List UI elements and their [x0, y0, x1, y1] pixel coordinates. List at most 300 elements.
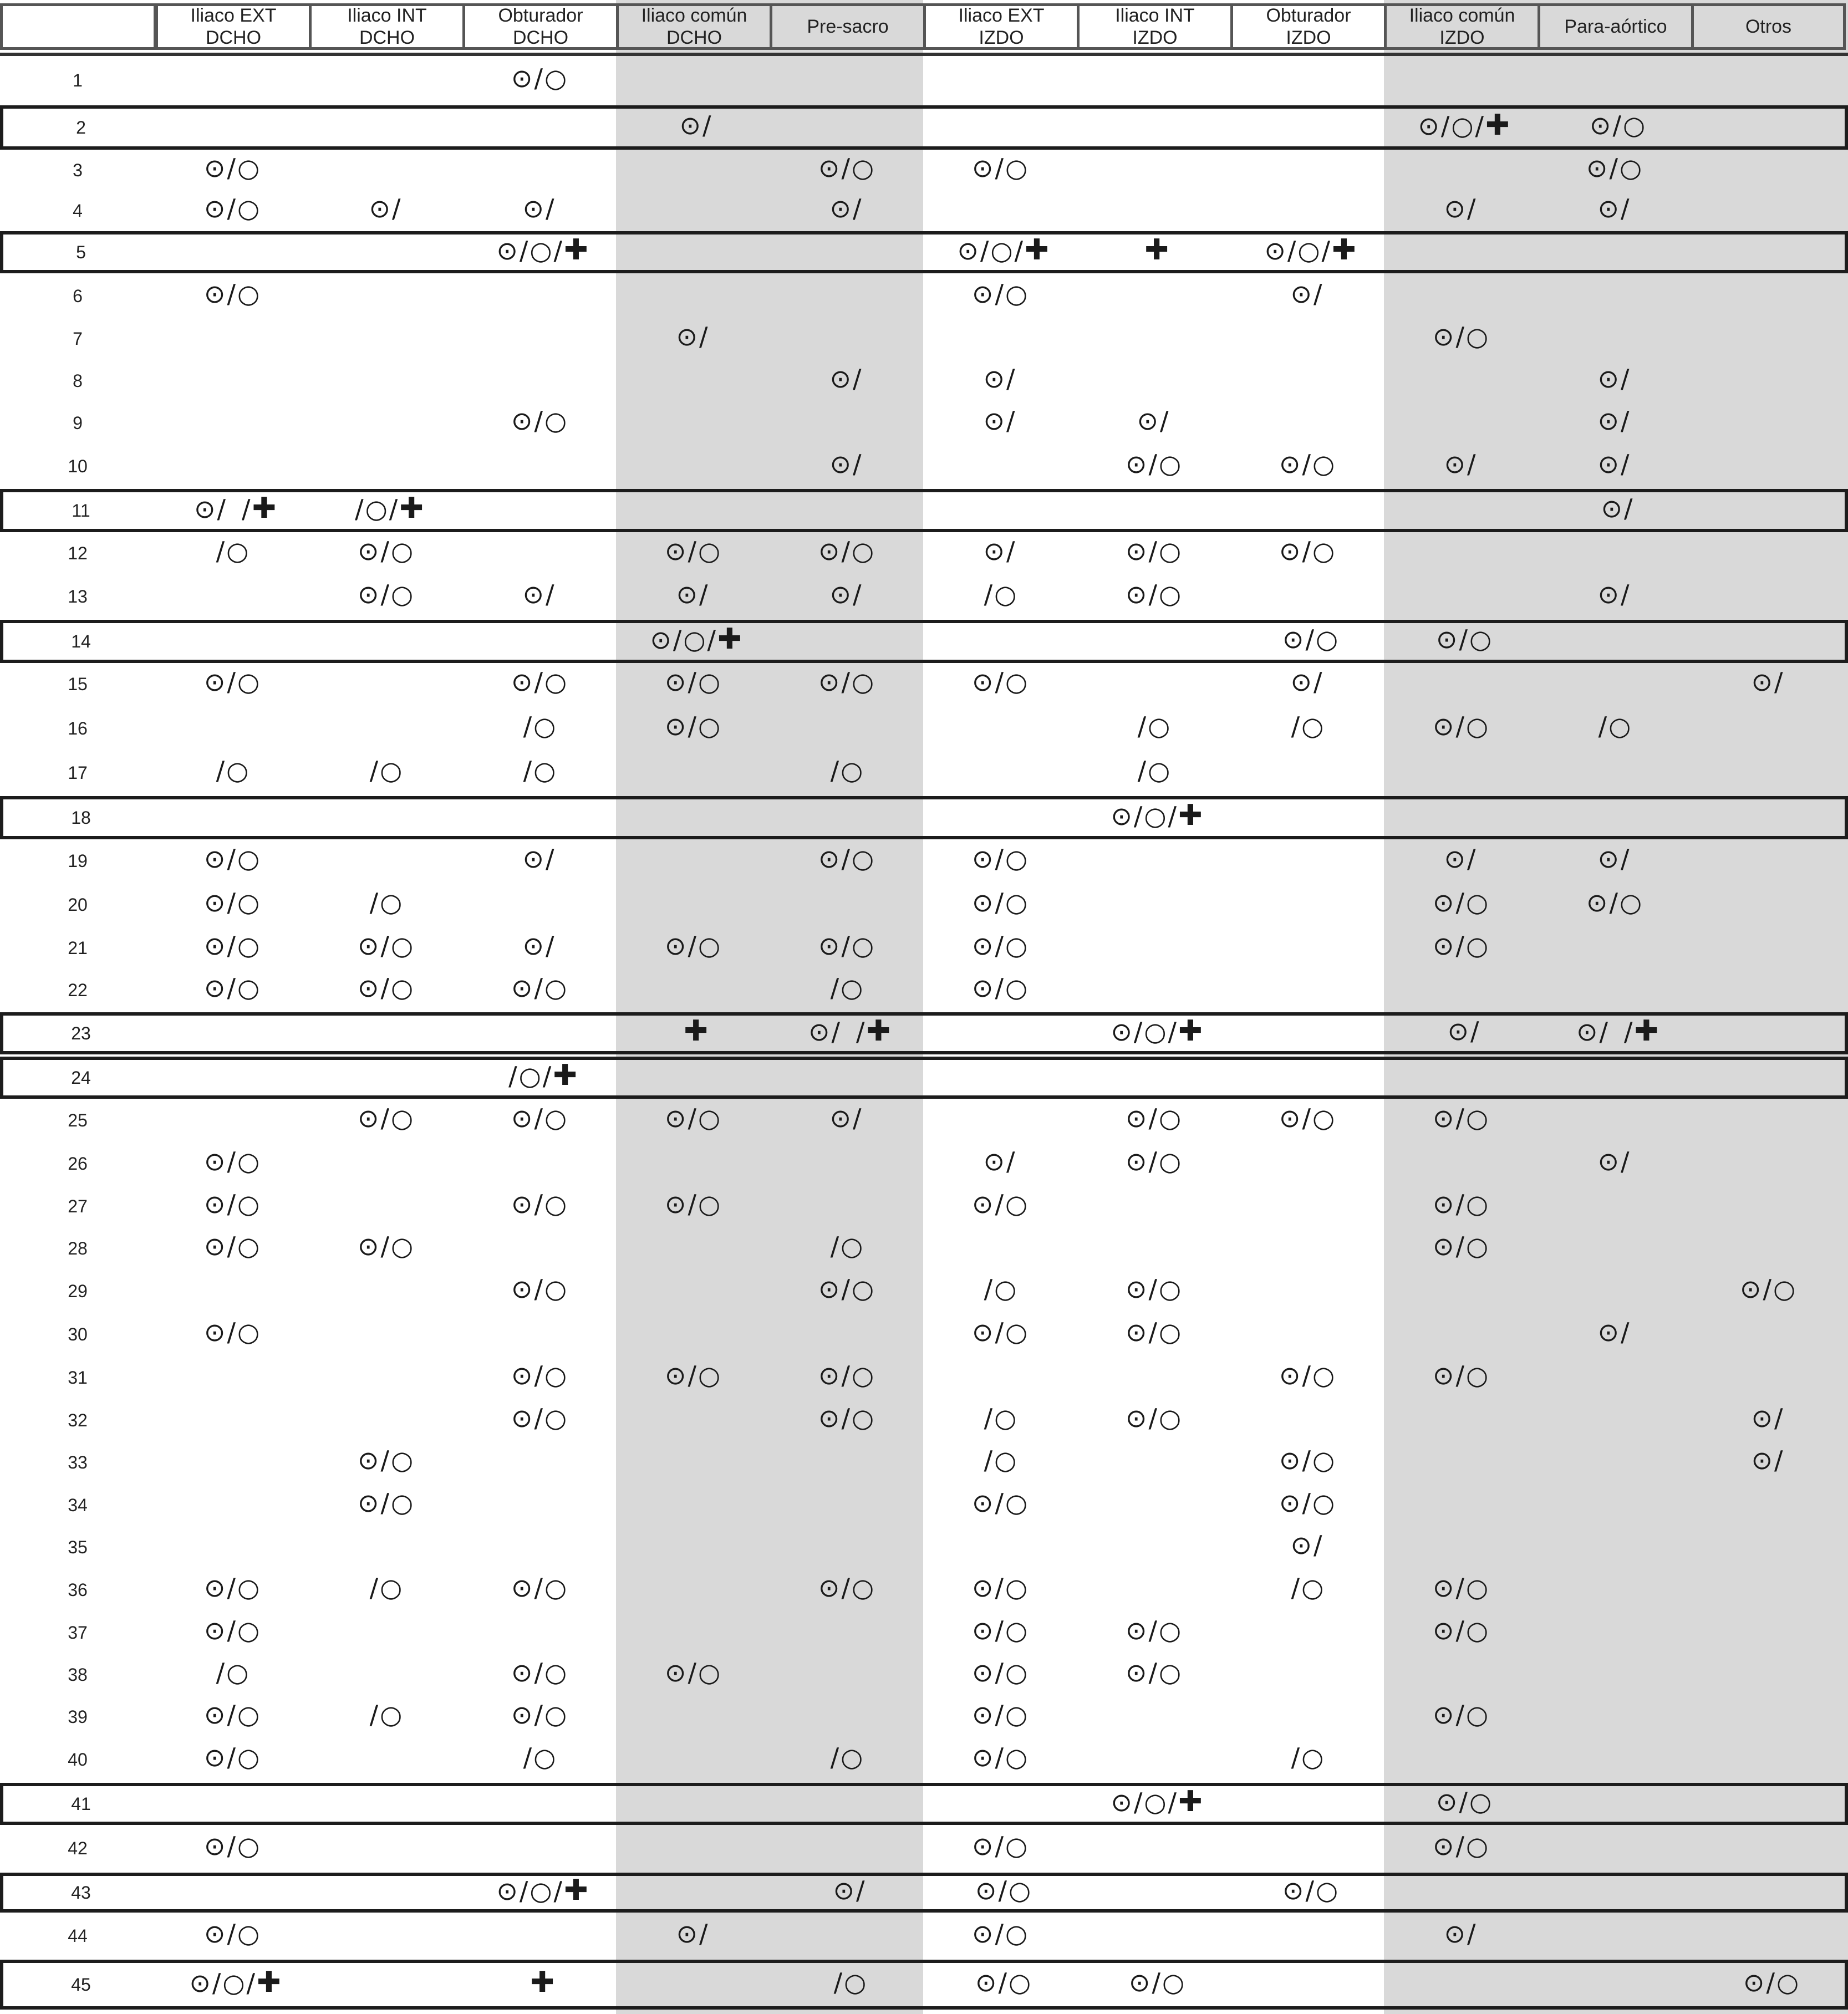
row-number: 5 [76, 242, 86, 262]
table-cell [155, 841, 309, 876]
row-number: 32 [68, 1410, 88, 1430]
table-cell [770, 578, 923, 611]
ring-icon: ○ [380, 756, 403, 786]
ring-icon: ○ [390, 1231, 414, 1261]
ring-icon: ○ [841, 756, 864, 786]
slash-separator: / [995, 1919, 1004, 1949]
slash-separator: / [688, 536, 697, 566]
cross-icon: ✚ [1144, 233, 1169, 267]
slash-separator: / [1133, 1017, 1143, 1047]
ring-icon: ○ [544, 973, 568, 1003]
table-cell [1384, 1229, 1538, 1263]
table-cell [619, 620, 773, 659]
dotted-circle-icon: ⊙ [1432, 931, 1455, 961]
slash-separator: / [227, 1919, 236, 1949]
dotted-circle-icon: ⊙ [189, 1968, 211, 1998]
dotted-circle-icon: ⊙ [203, 193, 226, 223]
row-number: 37 [68, 1623, 88, 1643]
dotted-circle-icon: ⊙ [664, 667, 687, 697]
dotted-circle-icon: ⊙ [522, 579, 545, 609]
row-number: 14 [71, 631, 91, 651]
slash-separator: / [688, 931, 697, 961]
slash-separator: / [984, 1403, 994, 1433]
table-cell [155, 664, 309, 700]
slash-separator: / [546, 193, 555, 223]
ring-icon: ○ [1005, 1189, 1029, 1219]
dotted-circle-icon: ⊙ [1111, 1787, 1133, 1817]
dotted-circle-icon: ⊙ [203, 844, 226, 874]
table-row [0, 664, 1848, 705]
dotted-circle-icon: ⊙ [1432, 322, 1455, 351]
dotted-circle-icon: ⊙ [971, 888, 994, 917]
table-cell [923, 1401, 1077, 1435]
table-cell [923, 841, 1077, 876]
table-cell [1387, 1012, 1541, 1050]
table-cell [923, 1271, 1077, 1307]
dotted-circle-icon: ⊙ [1432, 1831, 1455, 1861]
dotted-circle-icon: ⊙ [818, 536, 841, 566]
table-cell [616, 1186, 770, 1222]
table-cell [155, 886, 309, 919]
slash-separator: / [1168, 801, 1178, 831]
dotted-circle-icon: ⊙ [1597, 844, 1620, 874]
slash-separator: / [1766, 1967, 1775, 1997]
ring-icon: ○ [851, 536, 875, 566]
row-number: 42 [68, 1838, 88, 1858]
dotted-circle-icon: ⊙ [1282, 1875, 1305, 1905]
table-cell [926, 1960, 1080, 2005]
slash-separator: / [534, 667, 543, 697]
slash-separator: / [523, 1742, 533, 1772]
dotted-circle-icon: ⊙ [1432, 1360, 1455, 1390]
row-number: 12 [68, 543, 88, 563]
slash-separator: / [841, 536, 851, 566]
ring-icon: ○ [226, 536, 250, 566]
row-number: 21 [68, 938, 88, 958]
dotted-circle-icon: ⊙ [357, 1445, 380, 1475]
table-row [0, 1613, 1848, 1652]
table-cell [155, 1827, 309, 1865]
highlighted-table-row [0, 105, 1848, 150]
table-cell [1080, 1012, 1234, 1051]
ring-icon: ○ [237, 1231, 261, 1261]
highlighted-table-row [0, 1783, 1848, 1825]
dotted-circle-icon: ⊙ [1125, 1146, 1148, 1176]
row-number: 22 [68, 980, 88, 1000]
dotted-circle-icon: ⊙ [971, 279, 994, 309]
ring-icon: ○ [698, 711, 721, 741]
dotted-circle-icon: ⊙ [1125, 1317, 1148, 1347]
slash-separator: / [380, 1103, 390, 1133]
ring-icon: ○ [1158, 1658, 1182, 1687]
slash-separator: / [853, 1103, 862, 1133]
table-cell [1384, 1827, 1538, 1865]
slash-separator: / [1455, 1103, 1465, 1133]
table-cell [155, 1740, 309, 1775]
dotted-circle-icon: ⊙ [1279, 536, 1301, 566]
slash-separator: / [995, 1700, 1004, 1730]
slash-separator: / [369, 1573, 379, 1603]
slash-separator: / [1455, 1360, 1465, 1390]
table-cell [309, 578, 462, 611]
slash-separator: / [1467, 1919, 1477, 1949]
dotted-circle-icon: ⊙ [1290, 667, 1313, 697]
ring-icon: ○ [237, 1700, 261, 1730]
ring-icon: ○ [698, 1360, 721, 1390]
ring-icon: ○ [851, 1360, 875, 1390]
table-cell [462, 1100, 616, 1136]
slash-separator: / [523, 711, 533, 741]
slash-separator: / [995, 1615, 1004, 1645]
table-cell [773, 1873, 926, 1908]
table-cell [1538, 446, 1691, 482]
highlighted-table-row [0, 1012, 1848, 1054]
slash-separator: / [995, 667, 1004, 697]
slash-separator: / [369, 888, 379, 917]
table-row [0, 446, 1848, 486]
ring-icon: ○ [1144, 1787, 1167, 1817]
row-number: 10 [68, 456, 88, 476]
table-cell [1384, 1613, 1538, 1648]
table-cell [926, 231, 1080, 269]
dotted-circle-icon: ⊙ [1597, 364, 1620, 394]
table-row [0, 971, 1848, 1009]
ring-icon: ○ [698, 1658, 721, 1687]
dotted-circle-icon: ⊙ [1125, 536, 1148, 566]
table-cell [155, 1314, 309, 1350]
ring-icon: ○ [1465, 1103, 1489, 1133]
table-cell [1077, 533, 1230, 569]
ring-icon: ○ [1465, 322, 1489, 351]
ring-icon: ○ [1158, 536, 1182, 566]
table-cell [923, 1915, 1077, 1952]
slash-separator: / [1475, 111, 1485, 141]
row-number: 30 [68, 1324, 88, 1344]
ring-icon: ○ [1469, 1787, 1493, 1817]
table-cell [309, 193, 462, 224]
slash-separator: / [380, 1445, 390, 1475]
dotted-circle-icon: ⊙ [357, 579, 380, 609]
cross-icon: ✚ [1178, 1014, 1203, 1048]
row-number: 44 [68, 1926, 88, 1946]
row-number: 24 [71, 1068, 91, 1088]
dotted-circle-icon: ⊙ [829, 449, 852, 479]
slash-separator: / [1467, 844, 1477, 874]
table-cell [155, 1915, 309, 1952]
table-cell [616, 708, 770, 744]
ring-icon: ○ [1158, 1274, 1182, 1304]
row-number: 41 [71, 1794, 91, 1814]
table-cell [1230, 1100, 1384, 1136]
table-cell [1691, 1271, 1845, 1307]
ring-icon: ○ [1005, 667, 1029, 697]
slash-separator: / [1133, 801, 1143, 831]
ring-icon: ○ [544, 1658, 568, 1687]
ring-icon: ○ [544, 667, 568, 697]
slash-separator: / [1621, 1317, 1630, 1347]
dotted-circle-icon: ⊙ [203, 1700, 226, 1730]
ring-icon: ○ [237, 193, 261, 223]
table-cell [923, 1613, 1077, 1648]
ring-icon: ○ [1005, 279, 1029, 309]
ring-icon: ○ [994, 1445, 1017, 1475]
cross-icon: ✚ [530, 1966, 555, 1999]
dotted-circle-icon: ⊙ [1743, 1967, 1765, 1997]
highlighted-table-row [0, 1873, 1848, 1913]
ring-icon: ○ [1776, 1967, 1800, 1997]
dotted-circle-icon: ⊙ [650, 625, 672, 655]
ring-icon: ○ [1773, 1274, 1796, 1304]
dotted-circle-icon: ⊙ [971, 153, 994, 183]
table-cell [1538, 404, 1691, 438]
column-header: Pre-sacro [770, 3, 926, 50]
table-cell [1384, 446, 1538, 482]
table-cell [1694, 1960, 1848, 2005]
slash-separator: / [1599, 1017, 1608, 1047]
ring-icon: ○ [1297, 236, 1321, 266]
table-cell [770, 1229, 923, 1263]
dotted-circle-icon: ⊙ [511, 1103, 533, 1133]
slash-separator: / [1137, 756, 1147, 786]
row-number: 35 [68, 1537, 88, 1557]
ring-icon: ○ [533, 1742, 557, 1772]
table-row [0, 1443, 1848, 1482]
dotted-circle-icon: ⊙ [496, 1876, 518, 1906]
slash-separator: / [380, 931, 390, 961]
slash-separator: / [534, 406, 543, 436]
dotted-circle-icon: ⊙ [664, 1658, 687, 1687]
dotted-circle-icon: ⊙ [1264, 236, 1286, 266]
cross-icon: ✚ [252, 492, 277, 525]
slash-separator: / [241, 494, 251, 524]
table-row [0, 753, 1848, 792]
slash-separator: / [841, 153, 851, 183]
slash-separator: / [995, 153, 1004, 183]
ring-icon: ○ [1005, 1919, 1029, 1949]
row-number: 19 [68, 851, 88, 871]
slash-separator: / [1455, 1231, 1465, 1261]
table-row [0, 193, 1848, 228]
slash-separator: / [1148, 1274, 1158, 1304]
ring-icon: ○ [1312, 1445, 1336, 1475]
cross-icon: ✚ [717, 623, 742, 656]
ring-icon: ○ [698, 536, 721, 566]
dotted-circle-icon: ⊙ [971, 931, 994, 961]
table-cell [616, 533, 770, 569]
slash-separator: / [212, 1968, 222, 1998]
dotted-circle-icon: ⊙ [1601, 493, 1623, 523]
row-number: 34 [68, 1495, 88, 1515]
table-cell [923, 1144, 1077, 1179]
dotted-circle-icon: ⊙ [818, 931, 841, 961]
ring-icon: ○ [841, 1231, 864, 1261]
table-cell [462, 404, 616, 438]
ring-icon: ○ [851, 1403, 875, 1433]
slash-separator: / [1302, 1103, 1311, 1133]
table-cell [1387, 620, 1541, 659]
table-cell [616, 1915, 770, 1952]
dotted-circle-icon: ⊙ [203, 667, 226, 697]
table-cell [1077, 404, 1230, 438]
slash-separator: / [534, 973, 543, 1003]
ring-icon: ○ [1158, 1317, 1182, 1347]
ring-icon: ○ [237, 931, 261, 961]
ring-icon: ○ [390, 1488, 414, 1518]
table-cell [1538, 1144, 1691, 1179]
table-cell [1230, 1358, 1384, 1393]
dotted-circle-icon: ⊙ [203, 1831, 226, 1861]
ring-icon: ○ [544, 1360, 568, 1390]
row-number: 26 [68, 1154, 88, 1174]
ring-icon: ○ [530, 236, 553, 266]
slash-separator: / [553, 1876, 563, 1906]
cross-icon: ✚ [399, 492, 424, 525]
slash-separator: / [1774, 1403, 1784, 1433]
slash-separator: / [853, 579, 862, 609]
table-cell [770, 1570, 923, 1605]
slash-separator: / [1148, 579, 1158, 609]
ring-icon: ○ [518, 1061, 542, 1091]
dotted-circle-icon: ⊙ [203, 1919, 226, 1949]
ring-icon: ○ [390, 973, 414, 1003]
ring-icon: ○ [1158, 1103, 1182, 1133]
table-cell [309, 886, 462, 919]
row-number: 1 [73, 70, 83, 90]
slash-separator: / [995, 1831, 1004, 1861]
table-cell [1384, 886, 1538, 919]
slash-separator: / [380, 1231, 390, 1261]
table-cell [923, 1827, 1077, 1865]
table-cell [1077, 446, 1230, 482]
highlighted-table-row [0, 1057, 1848, 1099]
slash-separator: / [1455, 1189, 1465, 1219]
table-cell [1077, 708, 1230, 744]
table-cell [1387, 105, 1541, 146]
table-row [0, 1570, 1848, 1610]
row-number: 18 [71, 808, 91, 828]
table-cell [462, 1271, 616, 1307]
slash-separator: / [1470, 1016, 1480, 1046]
dotted-circle-icon: ⊙ [203, 1317, 226, 1347]
dotted-circle-icon: ⊙ [818, 667, 841, 697]
cross-icon: ✚ [1178, 799, 1203, 832]
slash-separator: / [1455, 888, 1465, 917]
ring-icon: ○ [380, 1700, 403, 1730]
table-cell [309, 533, 462, 569]
dotted-circle-icon: ⊙ [971, 1189, 994, 1219]
dotted-circle-icon: ⊙ [203, 1231, 226, 1261]
dotted-circle-icon: ⊙ [971, 1317, 994, 1347]
table-cell [155, 1186, 309, 1222]
table-cell [1384, 841, 1538, 876]
row-number: 20 [68, 895, 88, 915]
dotted-circle-icon: ⊙ [1111, 801, 1133, 831]
dotted-circle-icon: ⊙ [808, 1017, 831, 1047]
ring-icon: ○ [544, 1700, 568, 1730]
table-cell [155, 1655, 309, 1690]
dotted-circle-icon: ⊙ [511, 63, 533, 93]
slash-separator: / [841, 1573, 851, 1603]
ring-icon: ○ [698, 1189, 721, 1219]
table-row [0, 578, 1848, 615]
column-header: Iliaco INT DCHO [309, 3, 465, 50]
slash-separator: / [369, 1700, 379, 1730]
dotted-circle-icon: ⊙ [1444, 449, 1467, 479]
table-cell [462, 1697, 616, 1732]
table-cell [309, 971, 462, 1005]
ring-icon: ○ [530, 1876, 553, 1906]
ring-icon: ○ [1005, 973, 1029, 1003]
row-number: 2 [76, 118, 86, 137]
slash-separator: / [227, 1742, 236, 1772]
slash-separator: / [227, 1146, 236, 1176]
slash-separator: / [688, 1189, 697, 1219]
slash-separator: / [1455, 322, 1465, 351]
table-cell [923, 361, 1077, 396]
highlighted-table-row [0, 1960, 1848, 2010]
slash-separator: / [1305, 624, 1315, 654]
ring-icon: ○ [1301, 1573, 1325, 1603]
table-row [0, 1486, 1848, 1524]
slash-separator: / [1621, 844, 1630, 874]
slash-separator: / [1302, 1488, 1311, 1518]
slash-separator: / [1763, 1274, 1772, 1304]
ring-icon: ○ [237, 973, 261, 1003]
table-cell [462, 1570, 616, 1605]
dotted-circle-icon: ⊙ [1597, 406, 1620, 436]
dotted-circle-icon: ⊙ [1290, 279, 1313, 309]
dotted-circle-icon: ⊙ [1279, 1488, 1301, 1518]
table-cell [1384, 320, 1538, 353]
slash-separator: / [702, 110, 712, 140]
slash-separator: / [830, 1742, 840, 1772]
ring-icon: ○ [683, 625, 706, 655]
slash-separator: / [995, 844, 1004, 874]
slash-separator: / [1287, 236, 1297, 266]
slash-separator: / [227, 931, 236, 961]
slash-separator: / [1291, 711, 1301, 741]
slash-separator: / [1467, 193, 1477, 223]
slash-separator: / [688, 711, 697, 741]
table-cell [923, 151, 1077, 185]
ring-icon: ○ [851, 667, 875, 697]
dotted-circle-icon: ⊙ [818, 1573, 841, 1603]
ring-icon: ○ [237, 153, 261, 183]
dotted-circle-icon: ⊙ [1597, 449, 1620, 479]
slash-separator: / [1774, 1445, 1784, 1475]
table-cell [462, 59, 616, 97]
slash-separator: / [1623, 1017, 1633, 1047]
table-cell [312, 489, 466, 528]
dotted-circle-icon: ⊙ [1418, 111, 1440, 141]
slash-separator: / [542, 1061, 552, 1091]
table-cell [923, 1314, 1077, 1350]
dotted-circle-icon: ⊙ [357, 931, 380, 961]
slash-separator: / [1148, 1615, 1158, 1645]
table-cell [1541, 489, 1694, 528]
table-cell [1230, 708, 1384, 744]
dotted-circle-icon: ⊙ [1597, 1146, 1620, 1176]
dotted-circle-icon: ⊙ [522, 193, 545, 223]
slash-separator: / [534, 1573, 543, 1603]
slash-separator: / [1160, 406, 1169, 436]
table-cell [770, 446, 923, 482]
dotted-circle-icon: ⊙ [676, 322, 699, 351]
slash-separator: / [227, 667, 236, 697]
slash-separator: / [534, 1274, 543, 1304]
slash-separator: / [392, 193, 401, 223]
dotted-circle-icon: ⊙ [1137, 406, 1159, 436]
